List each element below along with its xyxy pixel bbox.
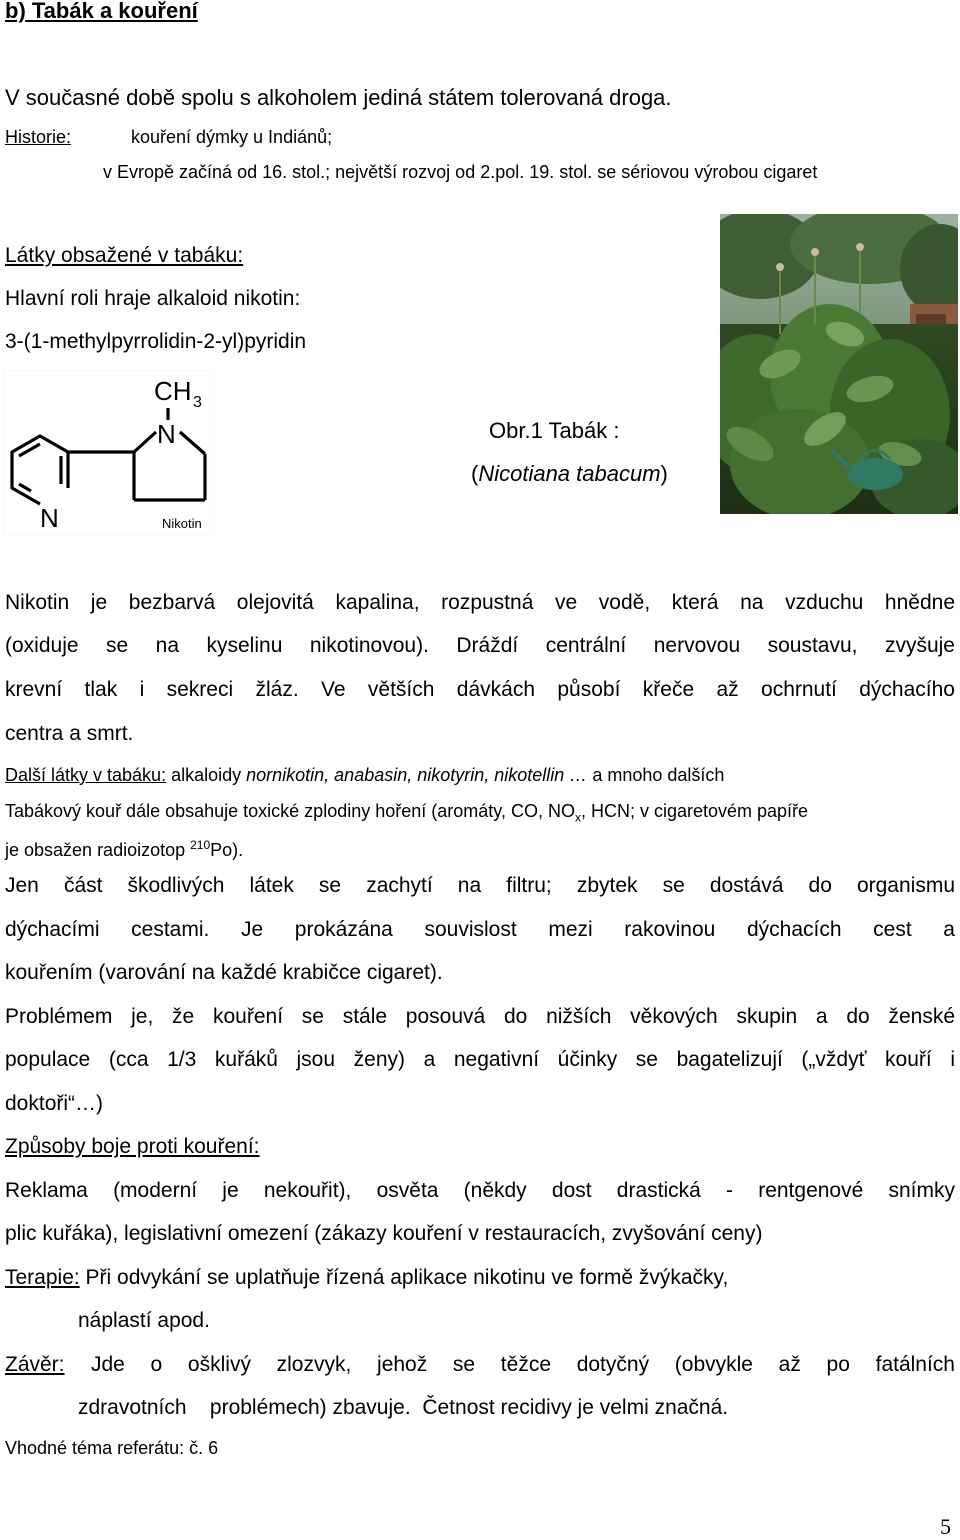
substances-iupac-name: 3-(1-methylpyrrolidin-2-yl)pyridin	[5, 330, 307, 353]
figure-latin-open: (	[471, 461, 479, 486]
nicotine-para-line-3: krevní tlak i sekreci žláz. Ve větších dávkách působí křeče až ochrnutí dýchacího	[5, 678, 955, 701]
substances-main-role: Hlavní roli hraje alkaloid nikotin:	[5, 287, 301, 310]
other-substances-list: nornikotin, anabasin, nikotyrin, nikotellin …	[246, 765, 588, 785]
problem-para-line-3: doktoři“…)	[5, 1092, 104, 1115]
figure-latin-close: )	[660, 461, 668, 486]
methods-line-1: Reklama (moderní je nekouřit), osvěta (někdy dost drastická - rentgenové snímky	[5, 1179, 955, 1202]
history-line-1: kouření dýmky u Indiánů;	[131, 127, 333, 147]
section-title: b) Tabák a kouření	[5, 0, 198, 23]
history-label: Historie:	[5, 127, 72, 147]
figure-latin-name	[471, 461, 668, 487]
methods-line-2: plic kuřáka), legislativní omezení (zákazy kouření v restauracích, zvyšování ceny)	[5, 1222, 763, 1245]
formula-methyl-subscript: 3	[193, 394, 202, 411]
nicotine-para-line-1: Nikotin je bezbarvá olejovitá kapalina, rozpustná ve vodě, která na vzduchu hnědne	[5, 591, 955, 614]
other-substances-suffix: a mnoho dalších	[587, 765, 725, 785]
therapy-line-2: náplastí apod.	[78, 1309, 210, 1332]
methods-heading: Způsoby boje proti kouření:	[5, 1135, 260, 1158]
smoke-text-a: Tabákový kouř dále obsahuje toxické zplodiny hoření (aromáty, CO, NO	[5, 801, 575, 821]
filter-para-line-3: kouřením (varování na každé krabičce cigaret).	[5, 961, 443, 984]
problem-para-line-1: Problémem je, že kouření se stále posouvá do nižších věkových skupin a do ženské	[5, 1005, 955, 1028]
conclusion-label: Závěr:	[5, 1353, 65, 1376]
conclusion-line-2: zdravotních problémech) zbavuje. Četnost recidivy je velmi značná.	[78, 1396, 729, 1419]
substances-heading: Látky obsažené v tabáku:	[5, 244, 244, 267]
conclusion-line-1: Jde o ošklivý zlozvyk, jehož se těžce dotyčný (obvykle až po fatálních	[91, 1353, 955, 1376]
formula-pyridine-n: N	[40, 503, 59, 533]
figure-latin-species: Nicotiana tabacum	[478, 461, 661, 486]
tobacco-plant-photo	[720, 214, 958, 514]
other-substances-label: Další látky v tabáku:	[5, 765, 167, 785]
therapy-line-1	[5, 1266, 728, 1290]
nicotine-para-line-4: centra a smrt.	[5, 722, 134, 745]
smoke-text-d: Po).	[210, 840, 244, 860]
filter-para-line-1: Jen část škodlivých látek se zachytí na filtru; zbytek se dostává do organismu	[5, 874, 955, 897]
smoke-nox-subscript: x	[574, 810, 581, 825]
problem-para-line-2: populace (cca 1/3 kuřáků jsou ženy) a negativní účinky se bagatelizují („vždyť kouří i	[5, 1048, 955, 1071]
other-substances-prefix: alkaloidy	[166, 765, 247, 785]
smoke-text-b: , HCN; v cigaretovém papíře	[580, 801, 809, 821]
therapy-label: Terapie:	[5, 1266, 80, 1289]
formula-caption: Nikotin	[162, 516, 202, 531]
footer-note: Vhodné téma referátu: č. 6	[5, 1438, 219, 1458]
page-number: 5	[940, 1514, 951, 1539]
smoke-isotope-superscript: 210	[190, 838, 211, 852]
smoke-line-2	[5, 838, 243, 861]
other-substances-line	[5, 765, 724, 786]
formula-methyl-group: CH	[154, 376, 192, 406]
therapy-text: Při odvykání se uplatňuje řízená aplikace nikotinu ve formě žvýkačky,	[79, 1266, 729, 1289]
filter-para-line-2: dýchacími cestami. Je prokázána souvislost mezi rakovinou dýchacích cest a	[5, 918, 955, 941]
figure-caption: Obr.1 Tabák :	[489, 418, 620, 443]
nicotine-para-line-2: (oxiduje se na kyselinu nikotinovou). Dráždí centrální nervovou soustavu, zvyšuje	[5, 634, 955, 657]
history-line-2: v Evropě začíná od 16. stol.; největší rozvoj od 2.pol. 19. stol. se sériovou výrobou cigaret	[103, 162, 818, 182]
nicotine-structure-diagram	[4, 370, 214, 535]
smoke-line-1	[5, 801, 808, 825]
formula-pyrrolidine-n: N	[157, 419, 176, 449]
intro-text: V současné době spolu s alkoholem jediná státem tolerovaná droga.	[5, 85, 672, 110]
smoke-text-c: je obsažen radioizotop	[5, 840, 191, 860]
